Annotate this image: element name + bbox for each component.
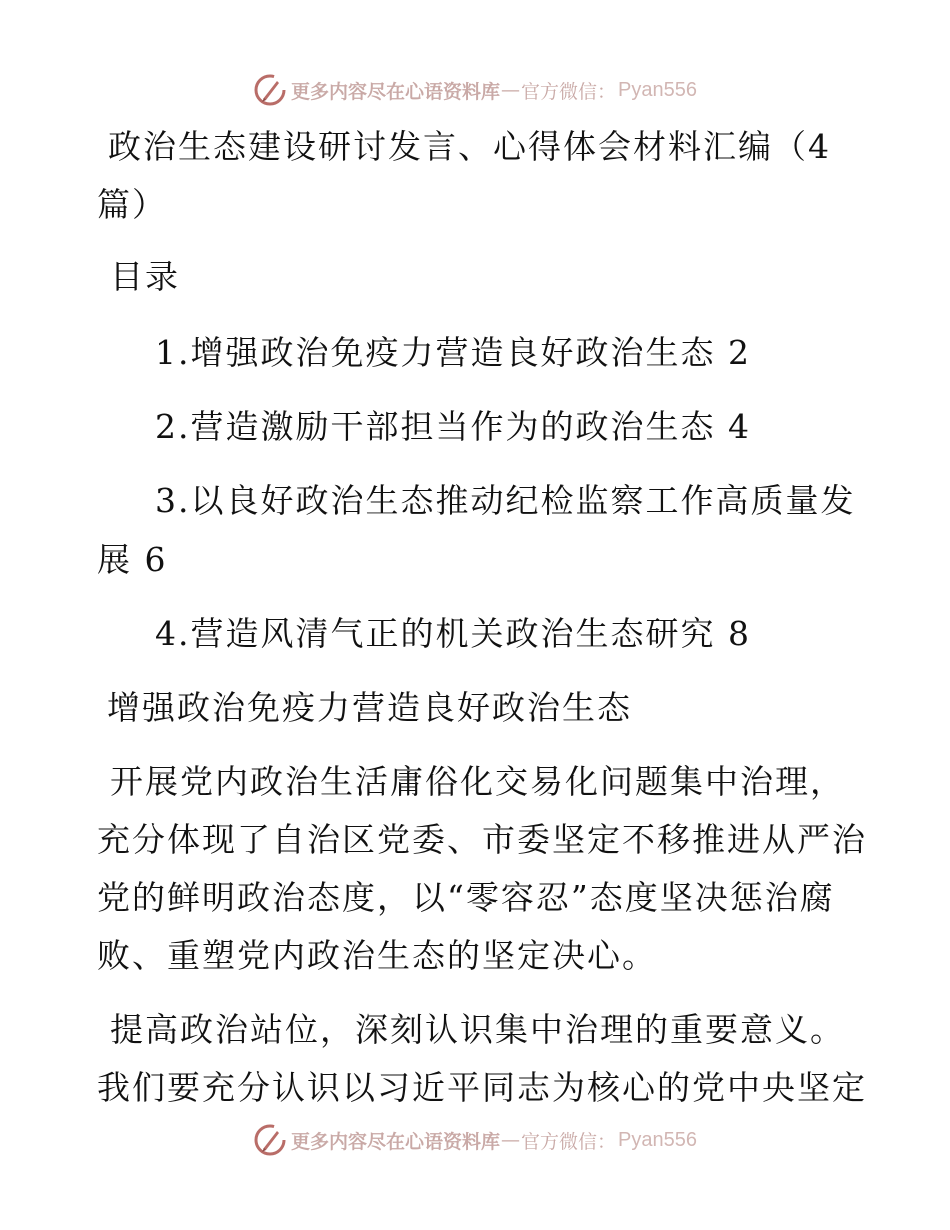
- watermark-text: 更多内容尽在心语资料库: [291, 80, 501, 103]
- watermark-wechat-label: 官方微信：: [521, 80, 617, 103]
- watermark-wechat-id: Pyan556: [618, 78, 697, 101]
- toc-item-3: 3.以良好政治生态推动纪检监察工作高质量发: [155, 481, 856, 520]
- document-title-line-2: 篇）: [97, 185, 167, 224]
- paragraph-1-line-3: 党的鲜明政治态度，以“零容忍”态度坚决惩治腐: [97, 878, 835, 917]
- watermark-separator: —: [501, 1129, 521, 1151]
- toc-heading: 目录: [110, 257, 180, 296]
- paragraph-1-line-2: 充分体现了自治区党委、市委坚定不移推进从严治: [97, 820, 867, 859]
- toc-item-4: 4.营造风清气正的机关政治生态研究 8: [155, 614, 751, 653]
- section-title: 增强政治免疫力营造良好政治生态: [107, 688, 632, 727]
- paragraph-1-line-4: 败、重塑党内政治生态的坚定决心。: [97, 936, 657, 975]
- watermark-wechat-label: 官方微信：: [521, 1130, 617, 1153]
- paragraph-2-line-1: 提高政治站位，深刻认识集中治理的重要意义。: [110, 1010, 845, 1049]
- watermark-wechat-id: Pyan556: [618, 1128, 697, 1151]
- quill-logo-icon: [253, 73, 287, 107]
- document-title-line-1: 政治生态建设研讨发言、心得体会材料汇编（4: [108, 127, 831, 166]
- toc-item-2: 2.营造激励干部担当作为的政治生态 4: [155, 407, 751, 446]
- toc-item-1: 1.增强政治免疫力营造良好政治生态 2: [155, 333, 751, 372]
- quill-logo-icon: [253, 1123, 287, 1157]
- paragraph-1-line-1: 开展党内政治生活庸俗化交易化问题集中治理，: [110, 762, 845, 801]
- header-watermark: [0, 70, 950, 110]
- toc-item-3-continuation: 展 6: [97, 540, 168, 579]
- watermark-text: 更多内容尽在心语资料库: [291, 1130, 501, 1153]
- paragraph-2-line-2: 我们要充分认识以习近平同志为核心的党中央坚定: [97, 1068, 867, 1107]
- watermark-separator: —: [501, 79, 521, 101]
- footer-watermark: [0, 1120, 950, 1160]
